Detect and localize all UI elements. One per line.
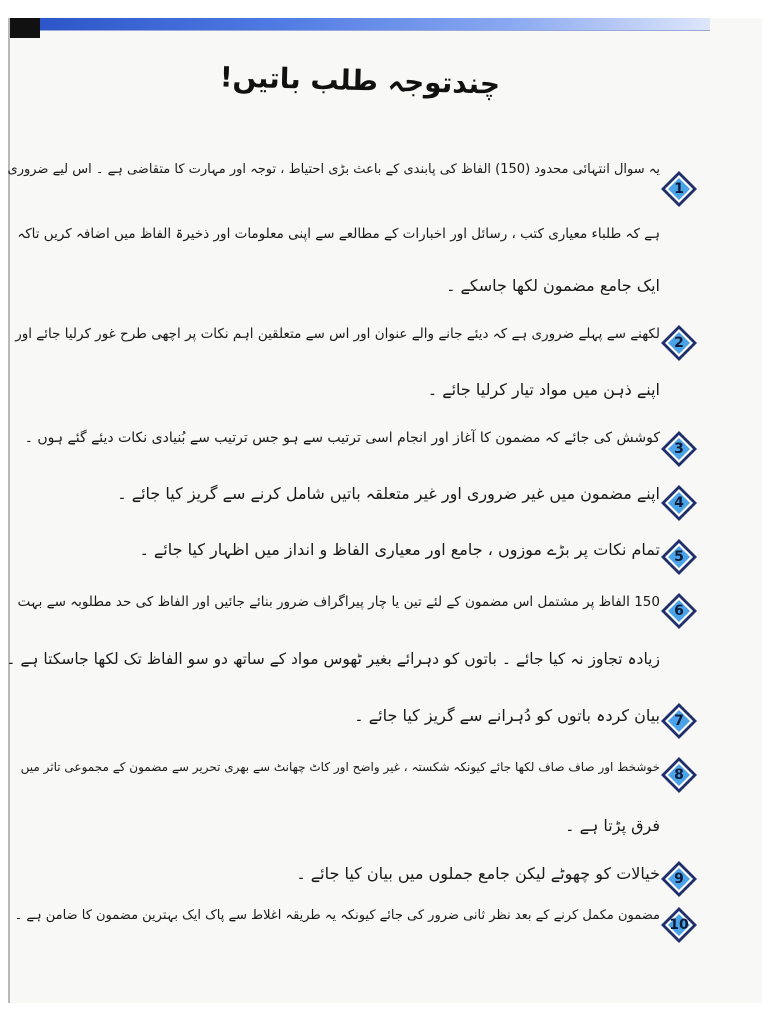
point-2-number: 2 bbox=[674, 335, 684, 351]
point-3-badge bbox=[660, 430, 698, 468]
point-7-line-1: بیان کردہ باتوں کو دُہرانے سے گریز کیا جائے ۔ bbox=[354, 706, 660, 725]
point-8-badge bbox=[660, 756, 698, 794]
point-10-badge bbox=[660, 906, 698, 944]
point-1-number: 1 bbox=[674, 181, 684, 197]
point-9-line-1: خیالات کو چھوٹے لیکن جامع جملوں میں بیان کیا جائے ۔ bbox=[296, 864, 660, 883]
point-7-number: 7 bbox=[674, 713, 684, 729]
point-2-line-2: اپنے ذہن میں مواد تیار کرلیا جائے ۔ bbox=[427, 380, 660, 399]
point-3-number: 3 bbox=[674, 441, 684, 457]
point-5-badge bbox=[660, 538, 698, 576]
point-5-number: 5 bbox=[674, 549, 684, 565]
point-4-badge bbox=[660, 484, 698, 522]
point-4-number: 4 bbox=[674, 495, 684, 511]
point-9-number: 9 bbox=[674, 871, 684, 887]
point-2-line-1: لکھنے سے پہلے ضروری ہے کہ دیئے جانے والے عنوان اور اس سے متعلقین اہم نکات پر اچھی طرح غور کرلیا جائے اور bbox=[15, 326, 660, 342]
point-8-number: 8 bbox=[674, 767, 684, 783]
page-title: چندتوجہ طلب باتیں! bbox=[219, 60, 501, 101]
point-6-badge bbox=[660, 592, 698, 630]
point-1-line-1: یہ سوال انتہائی محدود (150) الفاظ کی پابندی کے باعث بڑی احتیاط ، توجہ اور مہارت کا متقاضی ہے ۔ اس لیے ضروری bbox=[7, 162, 660, 177]
point-2-badge bbox=[660, 324, 698, 362]
point-7-badge bbox=[660, 702, 698, 740]
point-4-line-1: اپنے مضمون میں غیر ضروری اور غیر متعلقہ باتیں شامل کرنے سے گریز کیا جائے ۔ bbox=[117, 484, 660, 503]
point-1-line-3: ایک جامع مضمون لکھا جاسکے ۔ bbox=[446, 276, 660, 295]
point-8-line-1: خوشخط اور صاف صاف لکھا جائے کیونکہ شکستہ ، غیر واضح اور کاٹ چھانٹ سے بھری تحریر سے مضمون کے مجموعی تاثر میں bbox=[20, 760, 660, 774]
point-10-number: 10 bbox=[669, 917, 689, 933]
point-1-line-2: ہے کہ طلباء معیاری کتب ، رسائل اور اخبارات کے مطالعے سے اپنی معلومات اور ذخیرۃ الفاظ میں اضافہ کریں تاکہ bbox=[17, 226, 660, 242]
point-6-line-2: زیادہ تجاوز نہ کیا جائے ۔ باتوں کو دہرائے بغیر ٹھوس مواد کے ساتھ دو سو الفاظ تک لکھا جاسکتا ہے ۔ bbox=[6, 650, 660, 668]
top-corner-mark bbox=[10, 18, 40, 38]
point-10-line-1: مضمون مکمل کرنے کے بعد نظر ثانی ضرور کی جائے کیونکہ یہ طریقہ اغلاط سے پاک ایک بہترین مضمون کا ضامن ہے ۔ bbox=[14, 908, 660, 923]
point-1-badge bbox=[660, 170, 698, 208]
point-3-line-1: کوشش کی جائے کہ مضمون کا آغاز اور انجام اسی ترتیب سے ہو جس ترتیب سے بُنیادی نکات دیئے گئے ہوں ۔ bbox=[24, 430, 660, 446]
point-6-line-1: 150 الفاظ پر مشتمل اس مضمون کے لئے تین یا چار پیراگراف ضرور بنائے جائیں اور الفاظ کی حد مطلوبہ سے بہت bbox=[17, 594, 660, 610]
point-6-number: 6 bbox=[674, 603, 684, 619]
point-9-badge bbox=[660, 860, 698, 898]
top-color-band bbox=[40, 18, 710, 31]
point-8-line-2: فرق پڑتا ہے ۔ bbox=[565, 816, 660, 835]
point-5-line-1: تمام نکات پر بڑے موزوں ، جامع اور معیاری الفاظ و انداز میں اظہار کیا جائے ۔ bbox=[139, 540, 660, 559]
